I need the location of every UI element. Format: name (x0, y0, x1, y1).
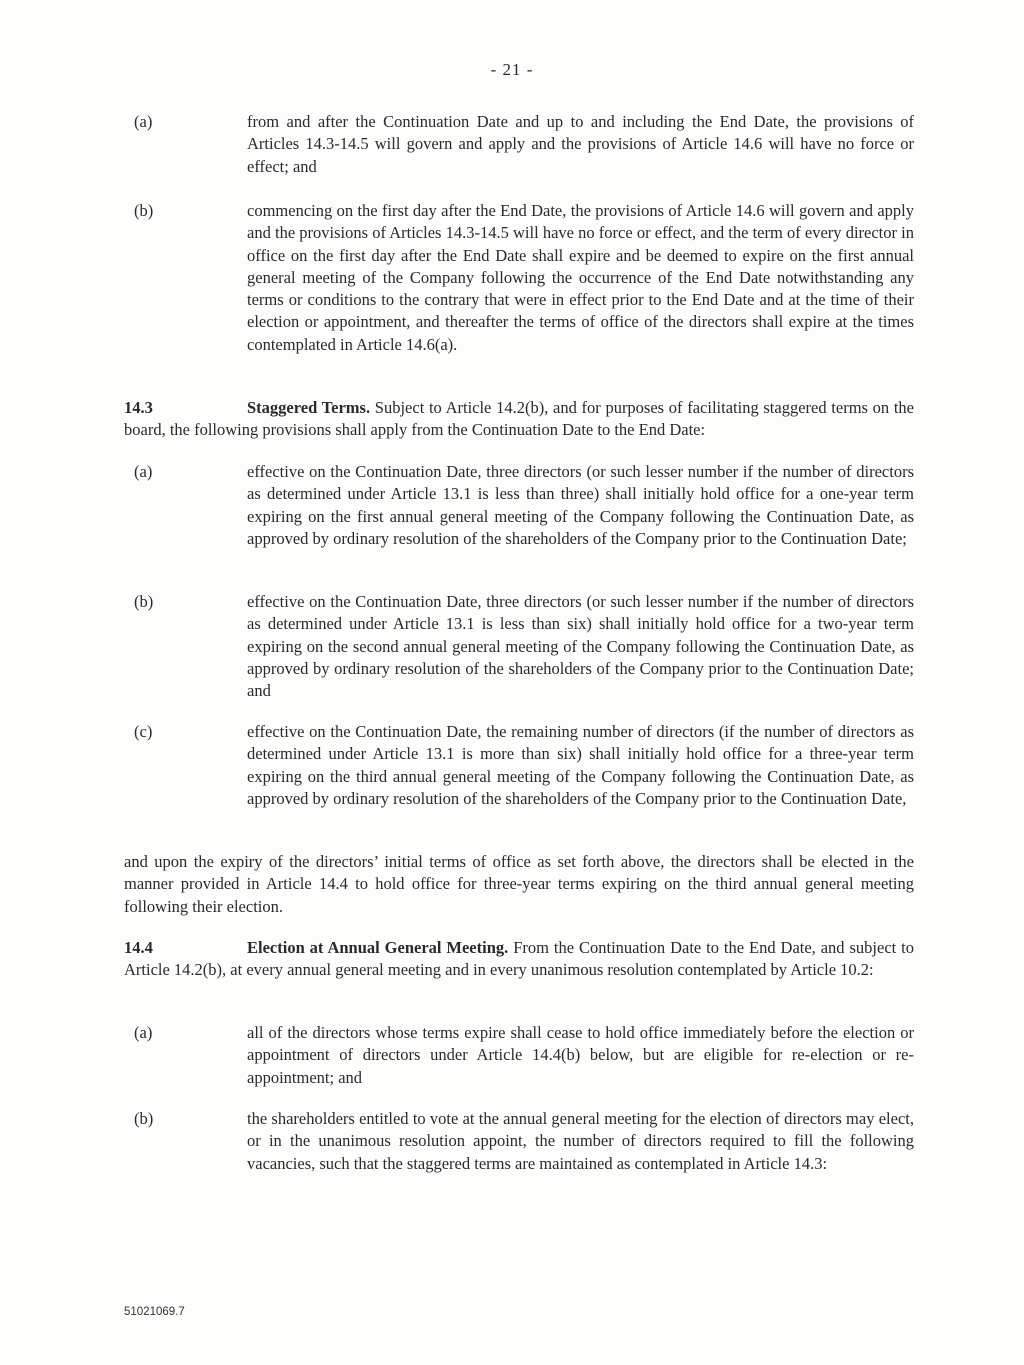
list-item-label: (a) (134, 462, 153, 481)
section-title: Election at Annual General Meeting. (247, 938, 509, 957)
list-item-label: (c) (134, 722, 153, 741)
list-item-text: effective on the Continuation Date, the remaining number of directors (if the number of directors as determined under Article 13.1 is more than six) shall initially hold office for a three-year term expiring on the third annual general meeting of the Company following the Continuation Date, as approved by ordinary resolution of the shareholders of the Company prior to the Continuation Date, (247, 722, 914, 808)
section-14-4-intro (124, 937, 914, 982)
list-item-c (134, 721, 914, 810)
section-title: Staggered Terms. (247, 398, 371, 417)
list-item-b (134, 591, 914, 702)
list-item-text: from and after the Continuation Date and up to and including the End Date, the provisions of Articles 14.3-14.5 will govern and apply and the provisions of Article 14.6 will have no force or effect; and (247, 112, 914, 176)
list-item-label: (b) (134, 1109, 154, 1128)
list-item-b (134, 200, 914, 356)
section-number: 14.4 (124, 938, 153, 957)
list-item-text: all of the directors whose terms expire shall cease to hold office immediately before the election or appointment of directors under Article 14.4(b) below, but are eligible for re-election or re-appointment; and (247, 1023, 914, 1087)
list-item-text: effective on the Continuation Date, three directors (or such lesser number if the number of directors as determined under Article 13.1 is less than six) shall initially hold office for a two-year term expiring on the second annual general meeting of the Company following the Continuation Date, as approved by ordinary resolution of the shareholders of the Company prior to the Continuation Date; and (247, 592, 914, 701)
list-item-label: (a) (134, 1023, 153, 1042)
section-14-3-closing: and upon the expiry of the directors’ initial terms of office as set forth above, the directors shall be elected in the manner provided in Article 14.4 to hold office for three-year terms expiring on the third annual general meeting following their election. (124, 852, 914, 916)
section-number: 14.3 (124, 398, 153, 417)
page-number: - 21 - (490, 60, 534, 79)
list-item-a (134, 461, 914, 550)
list-item-text: commencing on the first day after the End Date, the provisions of Article 14.6 will govern and apply and the provisions of Articles 14.3-14.5 will have no force or effect, and the term of every director in office on the first day after the End Date shall expire and be deemed to expire on the first annual general meeting of the Company following the occurrence of the End Date notwithstanding any terms or conditions to the contrary that were in effect prior to the End Date and at the time of their election or appointment, and thereafter the terms of office of the directors shall expire at the times contemplated in Article 14.6(a). (247, 201, 914, 354)
list-item-label: (a) (134, 112, 153, 131)
list-item-label: (b) (134, 592, 154, 611)
document-id: 51021069.7 (124, 1306, 185, 1318)
section-intro-text: Subject to Article 14.2(b), and for purposes of facilitating staggered terms on the board, the following provisions shall apply from the Continuation Date to the End Date: (124, 398, 914, 440)
list-item-a (134, 111, 914, 178)
list-item-text: effective on the Continuation Date, three directors (or such lesser number if the number of directors as determined under Article 13.1 is less than three) shall initially hold office for a one-year term expiring on the first annual general meeting of the Company following the Continuation Date, as approved by ordinary resolution of the shareholders of the Company prior to the Continuation Date; (247, 462, 914, 548)
list-item-text: the shareholders entitled to vote at the annual general meeting for the election of directors may elect, or in the unanimous resolution appoint, the number of directors required to fill the following vacancies, such that the staggered terms are maintained as contemplated in Article 14.3: (247, 1109, 914, 1173)
list-item-b (134, 1108, 914, 1175)
section-14-3-intro (124, 397, 914, 442)
section-intro-text: From the Continuation Date to the End Date, and subject to Article 14.2(b), at every annual general meeting and in every unanimous resolution contemplated by Article 10.2: (124, 938, 914, 980)
list-item-label: (b) (134, 201, 154, 220)
list-item-a (134, 1022, 914, 1089)
